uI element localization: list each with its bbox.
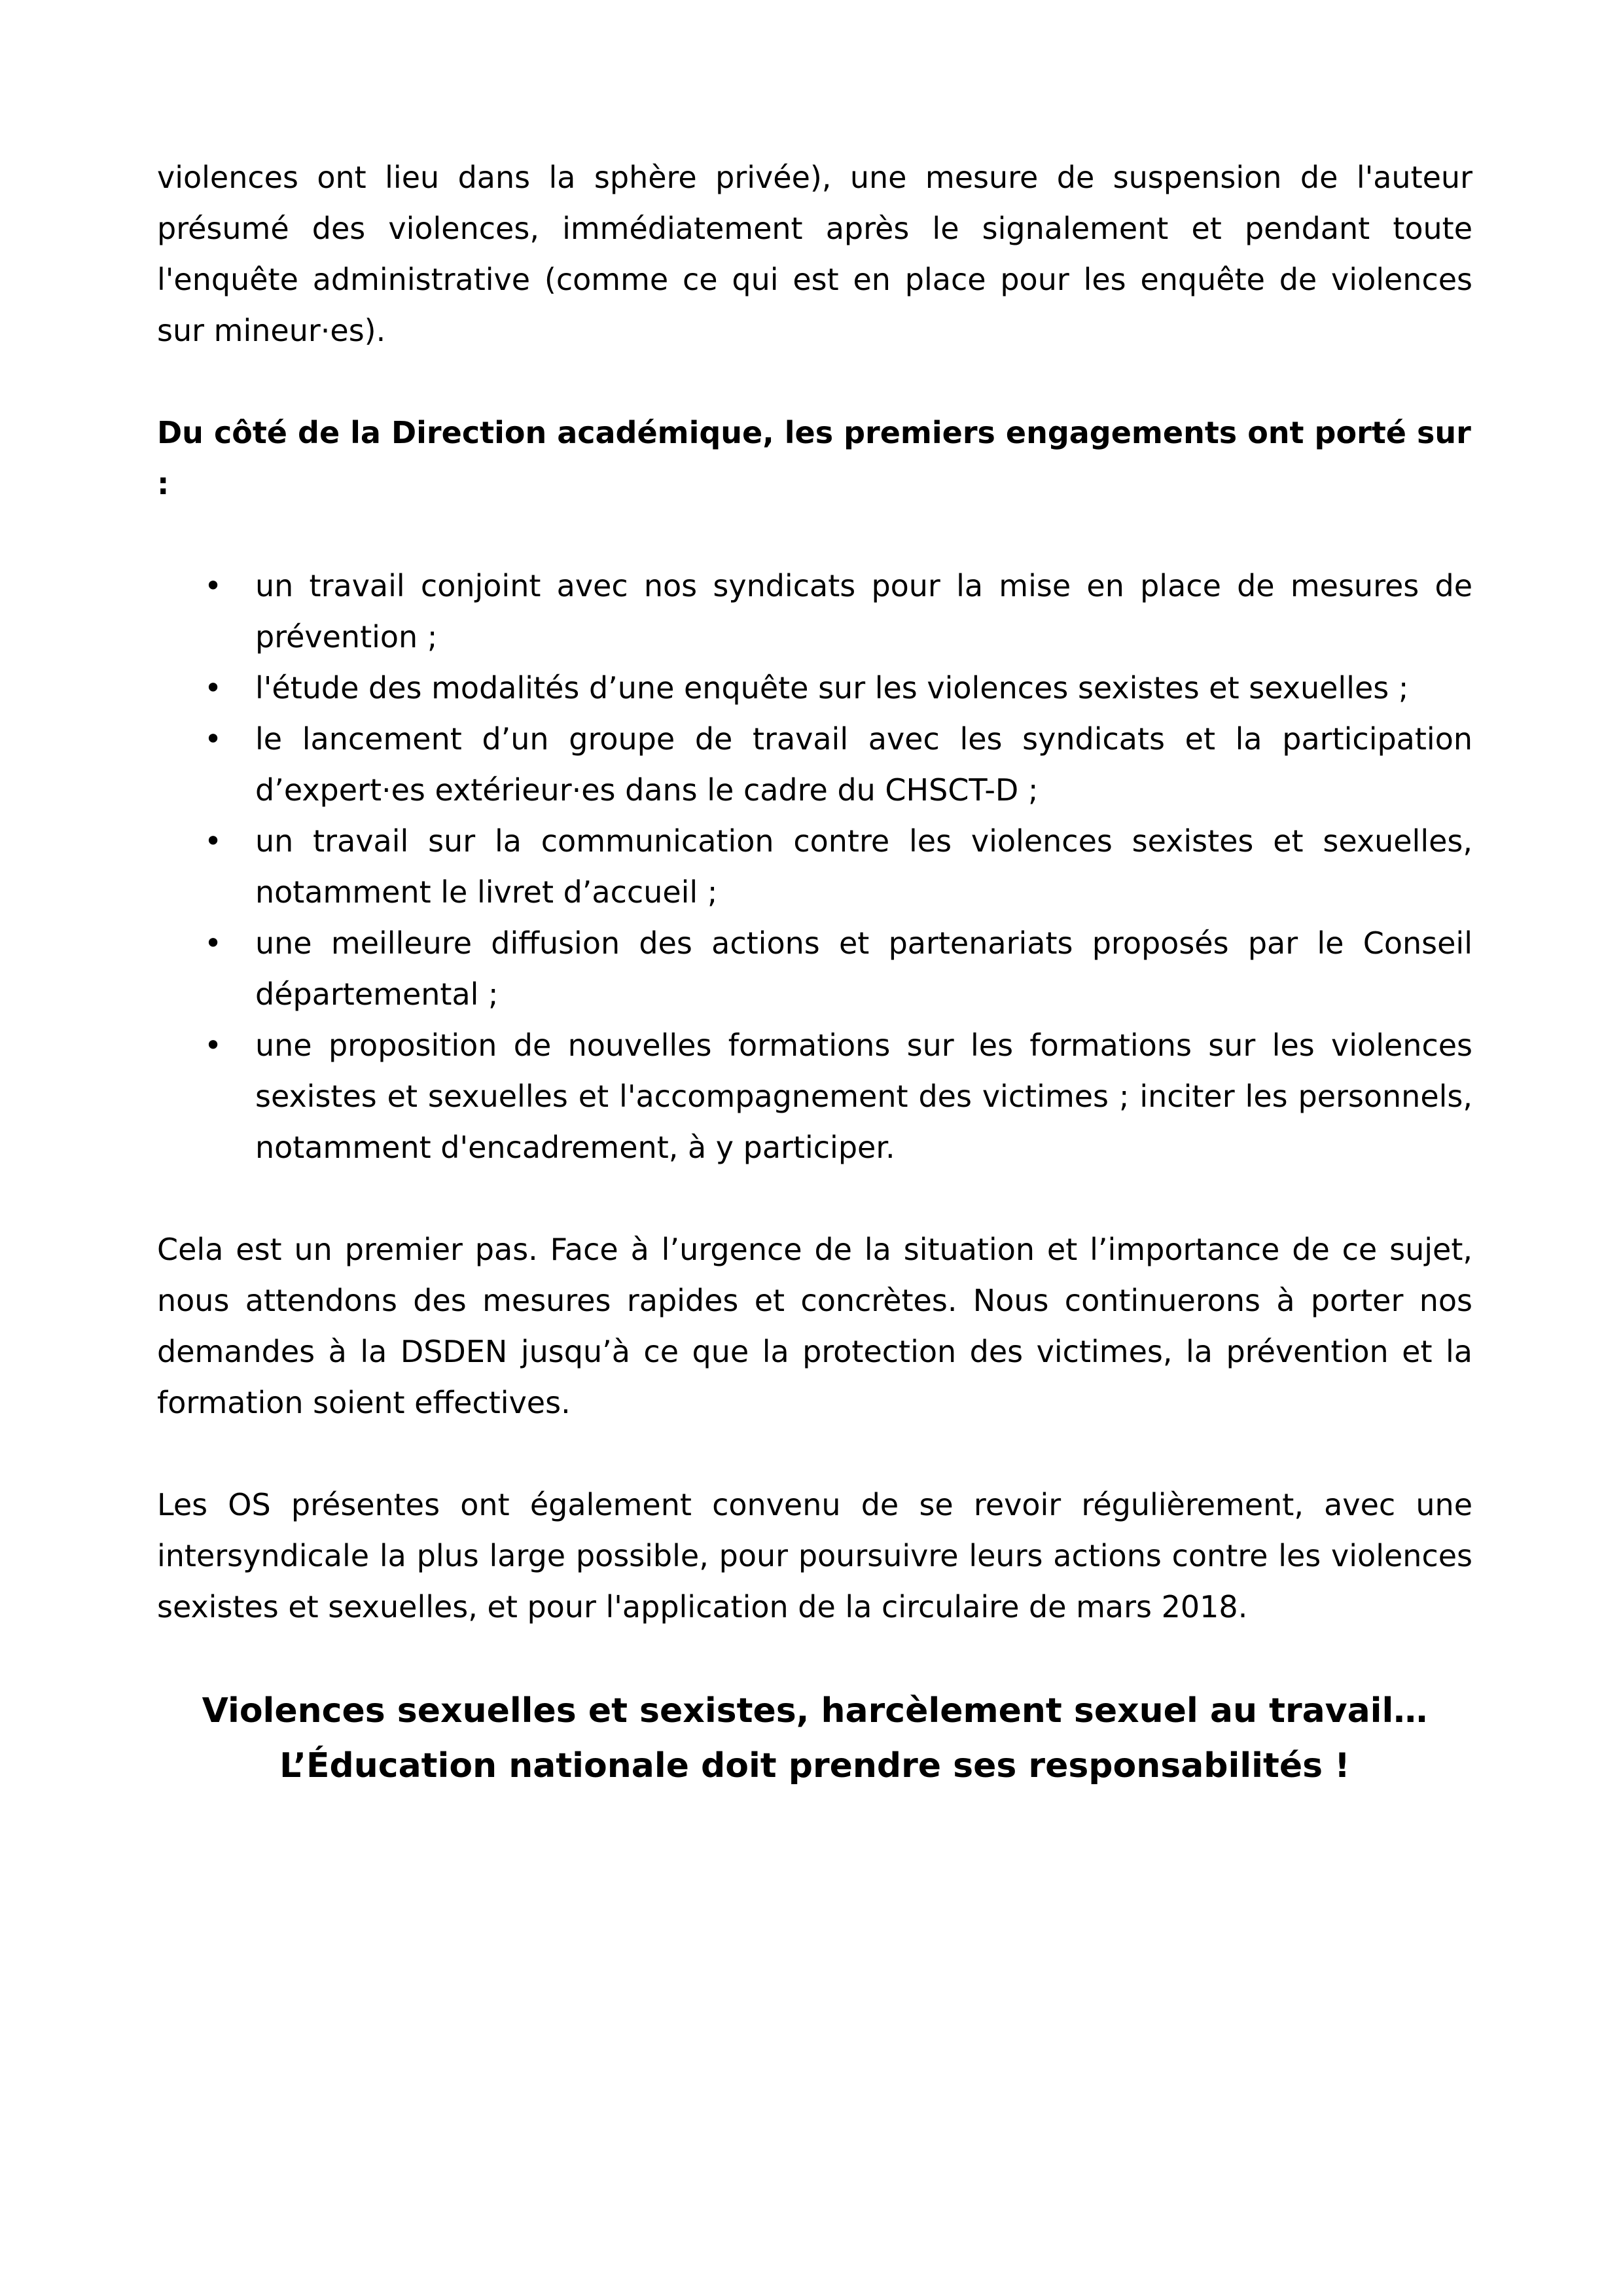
spacer <box>157 1632 1472 1683</box>
spacer <box>157 1428 1472 1479</box>
spacer <box>157 1173 1472 1224</box>
list-item-text: l'étude des modalités d’une enquête sur les violences sexistes et sexuelles ; <box>255 670 1409 706</box>
list-item-text: une proposition de nouvelles formations sur les formations sur les violences sexistes et sexuelles et l'accompagnement des victimes ; inciter les personnels, notamment d'encadrement, à y participer. <box>255 1028 1472 1165</box>
bullet-icon: • <box>204 721 223 757</box>
list-item <box>157 918 1472 1020</box>
first-step-paragraph: Cela est un premier pas. Face à l’urgence de la situation et l’importance de ce sujet, nous attendons des mesures rapides et concrètes. Nous continuerons à porter nos demandes à la DSDEN jusqu’à ce que la protection des victimes, la prévention et la formation soient effectives. <box>157 1232 1472 1420</box>
document-page <box>157 152 1472 1793</box>
list-item-text: un travail conjoint avec nos syndicats pour la mise en place de mesures de prévention ; <box>255 568 1472 655</box>
bullet-icon: • <box>204 568 223 603</box>
intro-paragraph: violences ont lieu dans la sphère privée), une mesure de suspension de l'auteur présumé des violences, immédiatement après le signalement et pendant toute l'enquête administrative (comme ce qui est en place pour les enquête de violences sur mineur·es). <box>157 160 1472 348</box>
list-item <box>157 713 1472 816</box>
list-item-text: une meilleure diffusion des actions et partenariats proposés par le Conseil départemental ; <box>255 925 1472 1012</box>
closing-slogan-line-1: Violences sexuelles et sexistes, harcèlement sexuel au travail… <box>202 1691 1428 1731</box>
list-item-text: le lancement d’un groupe de travail avec les syndicats et la participation d’expert·es extérieur·es dans le cadre du CHSCT-D ; <box>255 721 1472 808</box>
list-item-text: un travail sur la communication contre les violences sexistes et sexuelles, notamment le livret d’accueil ; <box>255 823 1472 910</box>
list-item <box>157 816 1472 918</box>
bullet-icon: • <box>204 823 223 859</box>
spacer <box>157 509 1472 560</box>
list-item <box>157 560 1472 662</box>
closing-slogan-line-2: L’Éducation nationale doit prendre ses responsabilités ! <box>279 1746 1350 1785</box>
bullet-icon: • <box>204 670 223 706</box>
os-paragraph: Les OS présentes ont également convenu de se revoir régulièrement, avec une intersyndicale la plus large possible, pour poursuivre leurs actions contre les violences sexistes et sexuelles, et pour l'application de la circulaire de mars 2018. <box>157 1487 1472 1624</box>
direction-heading: Du côté de la Direction académique, les premiers engagements ont porté sur : <box>157 415 1471 501</box>
engagements-list <box>157 560 1472 1173</box>
list-item <box>157 1020 1472 1173</box>
spacer <box>157 356 1472 407</box>
bullet-icon: • <box>204 1028 223 1063</box>
bullet-icon: • <box>204 925 223 961</box>
list-item <box>157 662 1472 713</box>
